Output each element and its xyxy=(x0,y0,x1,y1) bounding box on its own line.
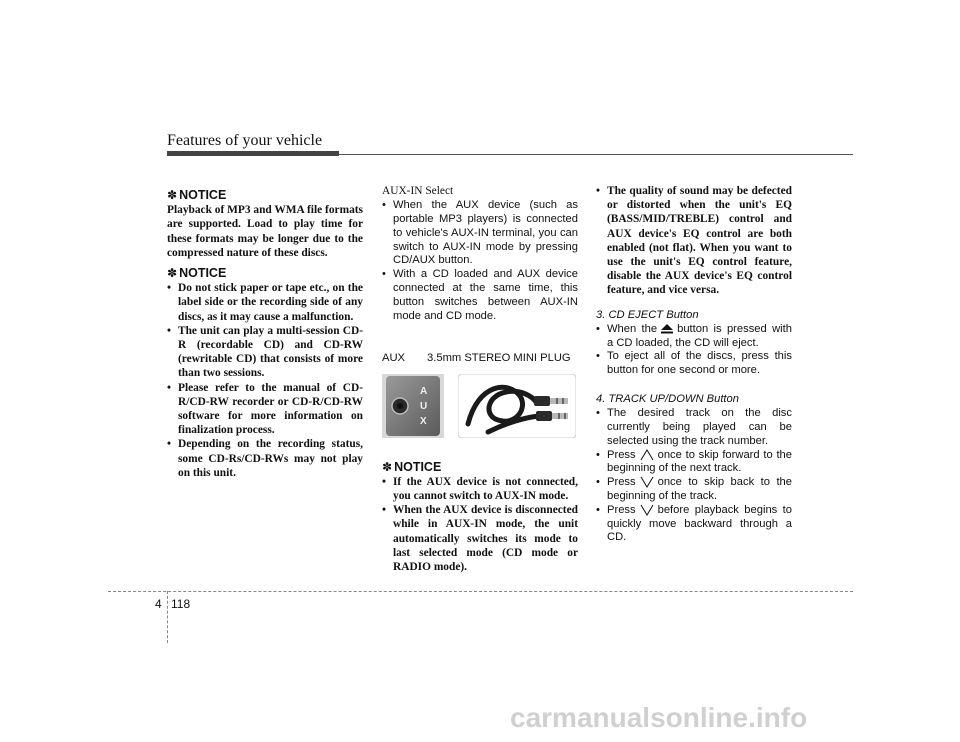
chapter-number: 4 xyxy=(155,597,162,611)
page-header-title: Features of your vehicle xyxy=(167,132,323,149)
list-item: • Depending on the recording status, some CD-Rs/CD-RWs may not play on this unit. xyxy=(167,437,363,480)
notice-2-list xyxy=(167,281,363,480)
list-item: • The unit can play a multi-session CD-R (recordable CD) and CD-RW (rewritable CD) that consists of more than two sessions. xyxy=(167,324,363,381)
notice-heading-3: ✽ NOTICE xyxy=(382,459,442,474)
stereo-plug-cable-image xyxy=(458,374,576,438)
list-item: • If the AUX device is not connected, you cannot switch to AUX-IN mode. xyxy=(382,475,578,503)
jack-letter-x: X xyxy=(420,415,427,427)
aux-in-list xyxy=(382,199,578,323)
jack-letter-u: U xyxy=(420,400,428,412)
track-list xyxy=(596,407,792,545)
notice-heading-2: ✽ NOTICE xyxy=(167,266,227,281)
page-number: 118 xyxy=(171,597,191,611)
cd-eject-list xyxy=(596,323,792,378)
figure-label-aux: AUX xyxy=(382,352,406,365)
notice-3-list xyxy=(382,475,578,574)
footer-vertical-dash xyxy=(167,591,168,643)
aux-in-title: AUX-IN Select xyxy=(382,185,454,197)
list-item: • When the AUX device is disconnected while in AUX-IN mode, the unit automatically switches its mode to last selected mode (CD mode or RADIO mode). xyxy=(382,503,578,574)
cd-eject-title: 3. CD EJECT Button xyxy=(596,308,699,321)
list-item: • When the button is pressed with a CD loaded, the CD will eject. xyxy=(596,323,792,351)
header-rule-thin xyxy=(339,154,853,155)
chevron-up-icon xyxy=(640,449,654,461)
notice-heading-1: ✽ NOTICE xyxy=(167,188,227,202)
list-item: • Do not stick paper or tape etc., on the label side or the recording side of any discs, as it may cause a malfunction. xyxy=(167,281,363,324)
figure-caption xyxy=(382,351,578,365)
footer-dashed-rule xyxy=(108,591,853,592)
aux-jack-image xyxy=(382,374,444,438)
list-item: • The desired track on the disc currently being played can be selected using the track number. xyxy=(596,407,792,448)
list-item: • Press once to skip back to the beginning of the track. xyxy=(596,476,792,504)
star-icon: ✽ xyxy=(167,188,178,202)
watermark: carmanualsonline.info xyxy=(510,702,808,733)
eq-list xyxy=(596,184,792,298)
list-item: • When the AUX device (such as portable MP3 players) is connected to vehicle's AUX-IN terminal, you can switch to AUX-IN mode by pressing CD/AUX button. xyxy=(382,199,578,268)
notice-1-text: Playback of MP3 and WMA file formats are supported. Load to play time for these formats may be longer due to the compressed nature of these discs. xyxy=(167,204,363,259)
list-item: • The quality of sound may be defected or distorted when the unit's EQ (BASS/MID/TREBLE) control and AUX device's EQ control are both enabled (not flat). When you want to use the unit's EQ control feature, disable the AUX device's EQ control feature, and vice versa. xyxy=(596,184,792,298)
aux-figure xyxy=(382,374,578,438)
column-right xyxy=(596,184,792,545)
header-rule-thick xyxy=(167,151,339,156)
chevron-down-icon xyxy=(640,476,654,488)
list-item: • Press before playback begins to quickly move backward through a CD. xyxy=(596,504,792,545)
list-item: • To eject all of the discs, press this button for one second or more. xyxy=(596,350,792,378)
track-title: 4. TRACK UP/DOWN Button xyxy=(596,393,739,406)
star-icon: ✽ xyxy=(382,459,393,474)
list-item-continuation: • Please refer to the manual of CD-R/CD-RW recorder or CD-R/CD-RW software for more information on finalization process. xyxy=(167,381,363,438)
column-middle xyxy=(382,184,578,574)
list-item: • Press once to skip forward to the beginning of the next track. xyxy=(596,449,792,477)
star-icon: ✽ xyxy=(167,266,178,281)
figure-label-plug: 3.5mm STEREO MINI PLUG xyxy=(427,352,571,365)
list-item: • With a CD loaded and AUX device connected at the same time, this button switches between AUX-IN mode and CD mode. xyxy=(382,268,578,323)
jack-letter-a: A xyxy=(420,385,428,397)
eject-icon xyxy=(661,324,673,334)
chevron-down-icon xyxy=(640,504,654,516)
column-left xyxy=(167,184,363,480)
